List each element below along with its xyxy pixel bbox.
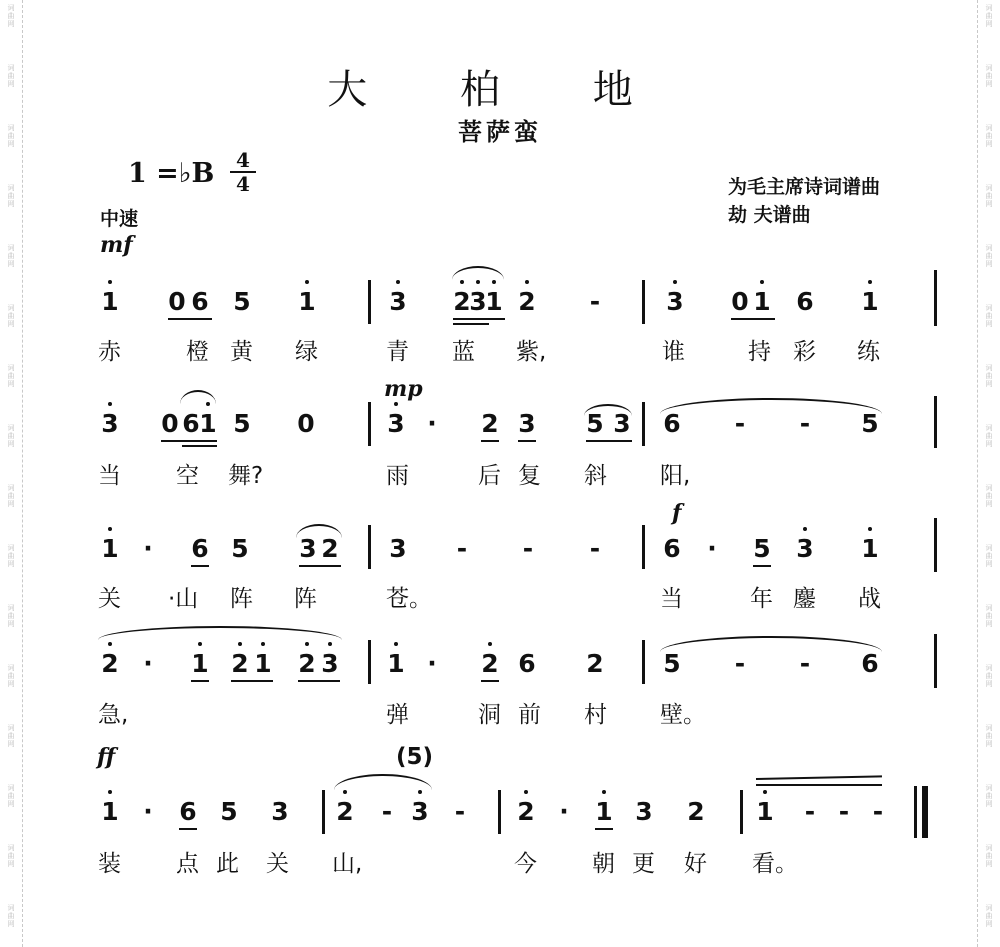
dynamic-ff: ff xyxy=(97,744,116,770)
note: 3 xyxy=(389,534,407,563)
barline xyxy=(934,518,937,572)
barline xyxy=(642,402,645,446)
note: 6 xyxy=(191,287,209,316)
watermark-glyphs: 词 曲 网 xyxy=(7,64,15,88)
watermark-glyphs: 词 曲 网 xyxy=(7,4,15,28)
underline xyxy=(299,565,341,567)
underline xyxy=(191,565,209,567)
lyric: 看。 xyxy=(752,851,798,877)
dash: - xyxy=(799,409,811,438)
watermark-glyphs: 词 曲 网 xyxy=(7,844,15,868)
watermark-glyphs: 词 曲 网 xyxy=(7,784,15,808)
underline xyxy=(731,318,775,320)
lyric: 复 xyxy=(518,463,541,489)
note: 2 xyxy=(518,287,536,316)
underline xyxy=(179,828,197,830)
watermark-glyphs: 词 曲 网 xyxy=(985,244,993,268)
watermark-glyphs: 词 曲 网 xyxy=(7,364,15,388)
note: 3 xyxy=(635,797,653,826)
note: 3 xyxy=(321,649,339,678)
note: 3 xyxy=(271,797,289,826)
dash: - xyxy=(799,649,811,678)
time-signature-top: 4 xyxy=(236,148,250,172)
note: 6 xyxy=(182,409,200,438)
tie xyxy=(660,636,882,652)
watermark-glyphs: 词 曲 网 xyxy=(985,184,993,208)
credit-line-1: 为毛主席诗词谱曲 xyxy=(728,176,881,198)
note: 3 xyxy=(411,797,429,826)
watermark-glyphs: 词 曲 网 xyxy=(985,844,993,868)
note: 1 xyxy=(298,287,316,316)
dash: - xyxy=(734,649,746,678)
lyric: 空 xyxy=(176,463,199,489)
barline xyxy=(642,525,645,569)
barline xyxy=(368,280,371,324)
dot-extension: · xyxy=(143,534,153,563)
note: 5 xyxy=(231,534,249,563)
lyric: 弹 xyxy=(386,702,409,728)
note: 3 xyxy=(389,287,407,316)
note: 3 xyxy=(299,534,317,563)
lyric: 好 xyxy=(684,851,707,877)
lyric: 村 xyxy=(584,702,607,728)
lyric: 当 xyxy=(660,586,683,612)
lyric: ·山 xyxy=(168,586,199,612)
lyric: 急, xyxy=(98,702,129,728)
barline xyxy=(934,396,937,448)
final-barline-thin xyxy=(914,786,917,838)
note: 6 xyxy=(796,287,814,316)
watermark-glyphs: 词 曲 网 xyxy=(985,124,993,148)
lyric: 谁 xyxy=(662,339,685,365)
underline xyxy=(191,680,209,682)
dynamic-mp: mp xyxy=(384,376,423,402)
note: 5 xyxy=(233,409,251,438)
lyric: 赤 xyxy=(98,339,121,365)
note: 3 xyxy=(666,287,684,316)
parenthetical-note: (5) xyxy=(396,744,434,770)
watermark-glyphs: 词 曲 网 xyxy=(7,184,15,208)
lyric: 黄 xyxy=(230,339,253,365)
note: 5 xyxy=(586,409,604,438)
underline xyxy=(182,445,217,447)
barline xyxy=(368,640,371,684)
note: 5 xyxy=(861,409,879,438)
slur xyxy=(584,404,632,416)
crescendo-line-upper xyxy=(756,775,882,780)
note: 6 xyxy=(663,534,681,563)
note: 0 xyxy=(161,409,179,438)
barline xyxy=(368,525,371,569)
lyric: 阵 xyxy=(230,586,253,612)
note: 3 xyxy=(387,409,405,438)
lyric: 绿 xyxy=(295,339,318,365)
lyric: 持 xyxy=(748,339,771,365)
time-signature-bottom: 4 xyxy=(236,172,250,196)
note: 2 xyxy=(101,649,119,678)
watermark-glyphs: 词 曲 网 xyxy=(985,604,993,628)
barline xyxy=(322,790,325,834)
note: 1 xyxy=(485,287,503,316)
dash: - xyxy=(589,287,601,316)
lyric: 雨 xyxy=(386,463,409,489)
watermark-glyphs: 词 曲 网 xyxy=(985,304,993,328)
lyric: 当 xyxy=(98,463,121,489)
note: 0 xyxy=(168,287,186,316)
note: 1 xyxy=(101,534,119,563)
watermark-glyphs: 词 曲 网 xyxy=(985,664,993,688)
barline xyxy=(642,640,645,684)
lyric: 斜 xyxy=(584,463,607,489)
lyric: 洞 xyxy=(478,702,501,728)
note: 1 xyxy=(753,287,771,316)
lyric: 阵 xyxy=(294,586,317,612)
barline xyxy=(642,280,645,324)
note: 1 xyxy=(861,287,879,316)
note: 2 xyxy=(298,649,316,678)
underline xyxy=(586,440,632,442)
lyric: 橙 xyxy=(186,339,209,365)
note: 3 xyxy=(101,409,119,438)
underline xyxy=(168,318,212,320)
note: 6 xyxy=(518,649,536,678)
lyric: 年 xyxy=(750,586,773,612)
note: 1 xyxy=(756,797,774,826)
dynamic-mf: mf xyxy=(100,232,133,258)
dot-extension: · xyxy=(143,797,153,826)
time-signature xyxy=(230,150,256,194)
underline xyxy=(298,680,340,682)
watermark-glyphs: 词 曲 网 xyxy=(7,244,15,268)
credit-line-2: 劫 夫谱曲 xyxy=(728,204,811,226)
lyric: 战 xyxy=(858,586,881,612)
watermark-glyphs: 词 曲 网 xyxy=(7,664,15,688)
watermark-glyphs: 词 曲 网 xyxy=(7,904,15,928)
dash: - xyxy=(589,534,601,563)
lyric: 今 xyxy=(514,851,537,877)
note: 1 xyxy=(861,534,879,563)
lyric: 紫, xyxy=(516,339,547,365)
underline xyxy=(161,440,217,442)
dot-extension: · xyxy=(559,797,569,826)
note: 2 xyxy=(481,649,499,678)
tie xyxy=(98,626,342,640)
lyric: 更 xyxy=(632,851,655,877)
lyric: 关 xyxy=(98,586,121,612)
watermark-glyphs: 词 曲 网 xyxy=(7,484,15,508)
tie xyxy=(660,398,882,414)
note: 2 xyxy=(321,534,339,563)
note: 2 xyxy=(453,287,471,316)
lyric: 阳, xyxy=(660,463,691,489)
watermark-glyphs: 词 曲 网 xyxy=(7,304,15,328)
note: 5 xyxy=(220,797,238,826)
note: 3 xyxy=(469,287,487,316)
lyric: 彩 xyxy=(793,339,816,365)
watermark-glyphs: 词 曲 网 xyxy=(985,4,993,28)
note: 3 xyxy=(613,409,631,438)
lyric: 练 xyxy=(857,339,880,365)
note: 6 xyxy=(191,534,209,563)
lyric: 山, xyxy=(332,851,363,877)
underline xyxy=(453,318,505,320)
note: 2 xyxy=(231,649,249,678)
dot-extension: · xyxy=(427,409,437,438)
dash: - xyxy=(454,797,466,826)
dynamic-f: f xyxy=(672,500,682,526)
page-title: 大 柏 地 xyxy=(327,67,673,113)
crescendo-line-lower xyxy=(756,784,882,786)
lyric: 壁。 xyxy=(660,702,706,728)
note: 1 xyxy=(101,797,119,826)
lyric: 鏖 xyxy=(793,586,816,612)
page-subtitle: 菩萨蛮 xyxy=(458,118,542,146)
underline xyxy=(595,828,613,830)
note: 1 xyxy=(595,797,613,826)
watermark-glyphs: 词 曲 网 xyxy=(985,484,993,508)
dash: - xyxy=(522,534,534,563)
lyric: 苍。 xyxy=(386,586,432,612)
watermark-glyphs: 词 曲 网 xyxy=(7,604,15,628)
barline xyxy=(740,790,743,834)
barline xyxy=(934,634,937,688)
watermark-glyphs: 词 曲 网 xyxy=(985,424,993,448)
dash: - xyxy=(804,797,816,826)
dot-extension: · xyxy=(143,649,153,678)
underline xyxy=(753,565,771,567)
note: 5 xyxy=(233,287,251,316)
note: 2 xyxy=(481,409,499,438)
note: 2 xyxy=(586,649,604,678)
note: 2 xyxy=(687,797,705,826)
note: 1 xyxy=(101,287,119,316)
note: 1 xyxy=(387,649,405,678)
dash: - xyxy=(838,797,850,826)
barline xyxy=(934,270,937,326)
final-barline-thick xyxy=(922,786,928,838)
slur xyxy=(334,774,432,790)
barline xyxy=(368,402,371,446)
note: 2 xyxy=(517,797,535,826)
lyric: 装 xyxy=(98,851,121,877)
watermark-glyphs: 词 曲 网 xyxy=(7,424,15,448)
underline xyxy=(518,440,536,442)
note: 6 xyxy=(861,649,879,678)
lyric: 点 xyxy=(176,851,199,877)
lyric: 蓝 xyxy=(452,339,475,365)
lyric: 后 xyxy=(478,463,501,489)
underline xyxy=(231,680,273,682)
note: 5 xyxy=(663,649,681,678)
slur xyxy=(296,524,342,538)
lyric: 此 xyxy=(216,851,239,877)
dash: - xyxy=(872,797,884,826)
slur xyxy=(452,266,504,280)
watermark-glyphs: 词 曲 网 xyxy=(985,904,993,928)
watermark-glyphs: 词 曲 网 xyxy=(7,124,15,148)
underline xyxy=(481,440,499,442)
underline xyxy=(453,323,489,325)
note: 2 xyxy=(336,797,354,826)
note: 1 xyxy=(254,649,272,678)
watermark-glyphs: 词 曲 网 xyxy=(7,544,15,568)
key-signature: 1 =♭B xyxy=(128,158,215,189)
note: 0 xyxy=(731,287,749,316)
note: 3 xyxy=(796,534,814,563)
note: 6 xyxy=(179,797,197,826)
watermark-glyphs: 词 曲 网 xyxy=(985,724,993,748)
tempo-marking: 中速 xyxy=(100,208,139,230)
watermark-glyphs: 词 曲 网 xyxy=(985,64,993,88)
lyric: 朝 xyxy=(592,851,615,877)
underline xyxy=(481,680,499,682)
dash: - xyxy=(456,534,468,563)
watermark-glyphs: 词 曲 网 xyxy=(7,724,15,748)
slur xyxy=(180,390,216,404)
note: 0 xyxy=(297,409,315,438)
note: 6 xyxy=(663,409,681,438)
dot-extension: · xyxy=(707,534,717,563)
dash: - xyxy=(734,409,746,438)
dash: - xyxy=(381,797,393,826)
barline xyxy=(498,790,501,834)
note: 1 xyxy=(199,409,217,438)
watermark-glyphs: 词 曲 网 xyxy=(985,364,993,388)
dot-extension: · xyxy=(427,649,437,678)
watermark-glyphs: 词 曲 网 xyxy=(985,544,993,568)
lyric: 关 xyxy=(266,851,289,877)
lyric: 青 xyxy=(386,339,409,365)
note: 1 xyxy=(191,649,209,678)
note: 3 xyxy=(518,409,536,438)
lyric: 舞? xyxy=(228,463,264,489)
note: 5 xyxy=(753,534,771,563)
watermark-glyphs: 词 曲 网 xyxy=(985,784,993,808)
lyric: 前 xyxy=(518,702,541,728)
